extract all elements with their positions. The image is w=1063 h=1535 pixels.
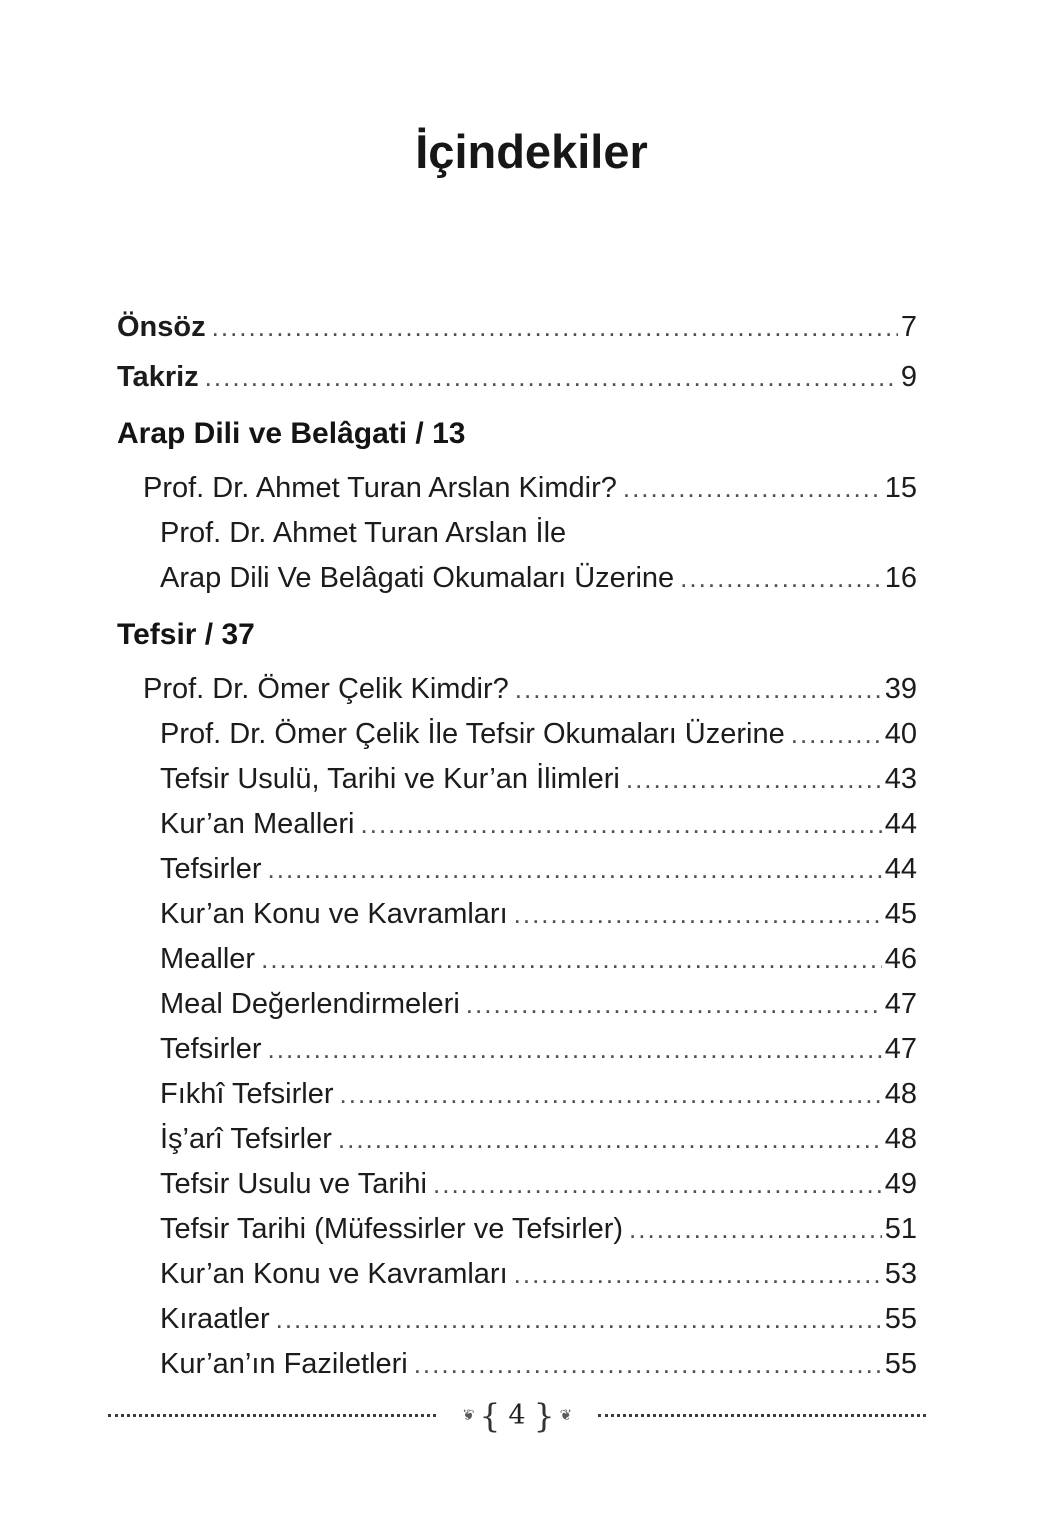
toc-entry-page-number: 9: [900, 361, 917, 393]
toc-entry-label: Tefsirler: [160, 853, 262, 885]
dot-leader: [623, 466, 882, 511]
dot-leader: [338, 1117, 882, 1162]
toc-entry-label: Fıkhî Tefsirler: [160, 1078, 334, 1110]
toc-entry: [117, 1027, 917, 1072]
toc-entry-label: Arap Dili Ve Belâgati Okumaları Üzerine: [160, 562, 675, 594]
toc-entry-label: Önsöz: [117, 311, 206, 343]
toc-entry-page-number: 16: [884, 562, 917, 594]
toc-entry-page-number: 51: [884, 1213, 917, 1245]
toc-entry-label: Prof. Dr. Ömer Çelik İle Tefsir Okumaları Üzerine: [160, 718, 785, 750]
dot-leader: [261, 937, 882, 982]
toc-entry-page-number: 39: [884, 673, 917, 705]
toc-entry-label: Tefsir / 37: [117, 618, 255, 651]
dot-leader: [680, 556, 882, 601]
toc-entry-label: Tefsirler: [160, 1033, 262, 1065]
toc-entry: [117, 1297, 917, 1342]
toc-entry: [117, 712, 917, 757]
toc-entry: [117, 982, 917, 1027]
dot-leader: [212, 305, 898, 350]
dot-leader: [466, 982, 882, 1027]
dot-leader: [626, 757, 882, 802]
dot-leader: [268, 847, 882, 892]
footer-dotted-line-left: [108, 1414, 436, 1417]
toc-entry-label: Prof. Dr. Ahmet Turan Arslan Kimdir?: [143, 472, 617, 504]
dot-leader: [514, 892, 882, 937]
toc-entry-page-number: 44: [884, 853, 917, 885]
toc-entry: [117, 847, 917, 892]
toc-entry-label: İş’arî Tefsirler: [160, 1123, 332, 1155]
toc-entry-label: Kur’an Konu ve Kavramları: [160, 898, 508, 930]
page-title: İçindekiler: [415, 125, 648, 178]
dot-leader: [205, 355, 898, 400]
dot-leader: [433, 1162, 882, 1207]
toc-entry-label: Meal Değerlendirmeleri: [160, 988, 460, 1020]
toc-entry-page-number: 40: [884, 718, 917, 750]
toc-section-heading: [117, 411, 917, 456]
toc-entry-label: Prof. Dr. Ömer Çelik Kimdir?: [143, 673, 509, 705]
toc-entry-page-number: 47: [884, 988, 917, 1020]
toc-entry-label: Tefsir Tarihi (Müfessirler ve Tefsirler): [160, 1213, 624, 1245]
dot-leader: [791, 712, 882, 757]
toc-entry-page-number: 48: [884, 1123, 917, 1155]
toc-entry-page-number: 15: [884, 472, 917, 504]
toc-entry: [117, 667, 917, 712]
dot-leader: [340, 1072, 882, 1117]
dot-leader: [515, 667, 882, 712]
toc-entry-label: Tefsir Usulü, Tarihi ve Kur’an İlimleri: [160, 763, 620, 795]
toc-entry-page-number: 47: [884, 1033, 917, 1065]
toc-entry: [117, 355, 917, 400]
toc-entry: [117, 556, 917, 601]
toc-entry-page-number: 43: [884, 763, 917, 795]
toc-entry-page-number: 44: [884, 808, 917, 840]
toc-entry-label: Prof. Dr. Ahmet Turan Arslan İle: [160, 517, 567, 549]
footer-brace-left: {: [479, 1395, 501, 1435]
toc-entry: [117, 892, 917, 937]
toc-entry-page-number: 53: [884, 1258, 917, 1290]
toc-entry: [117, 1252, 917, 1297]
toc-entry-page-number: 7: [900, 311, 917, 343]
page-footer: [108, 1393, 926, 1437]
dot-leader: [629, 1207, 882, 1252]
toc-entry-page-number: 45: [884, 898, 917, 930]
toc-entry-label: Kur’an Mealleri: [160, 808, 355, 840]
toc-entry-page-number: 48: [884, 1078, 917, 1110]
toc-entry-label: Kur’an’ın Faziletleri: [160, 1348, 408, 1380]
toc-entry-page-number: 46: [884, 943, 917, 975]
toc-entry: [117, 466, 917, 511]
toc-entry: [117, 1342, 917, 1387]
fleuron-icon: ❦: [559, 1405, 573, 1424]
toc-entry: [117, 937, 917, 982]
toc-entry-page-number: 55: [884, 1303, 917, 1335]
toc-entry-page-number: 49: [884, 1168, 917, 1200]
footer-dotted-line-right: [598, 1414, 926, 1417]
footer-brace-right: }: [533, 1395, 555, 1435]
toc-entry-label: Tefsir Usulu ve Tarihi: [160, 1168, 428, 1200]
toc-list: [0, 305, 1063, 1387]
toc-entry: [117, 757, 917, 802]
toc-entry-label: Mealler: [160, 943, 256, 975]
dot-leader: [361, 802, 882, 847]
toc-entry-label: Kur’an Konu ve Kavramları: [160, 1258, 508, 1290]
fleuron-icon: ❦: [461, 1405, 475, 1424]
toc-entry-page-number: 55: [884, 1348, 917, 1380]
toc-entry: [117, 1072, 917, 1117]
toc-section-heading: [117, 612, 917, 657]
toc-entry-label: Kıraatler: [160, 1303, 270, 1335]
toc-entry: [117, 1117, 917, 1162]
dot-leader: [276, 1297, 882, 1342]
toc-entry: [117, 305, 917, 350]
toc-entry: [117, 1207, 917, 1252]
footer-page-number: 4: [508, 1399, 526, 1431]
toc-entry-label: Arap Dili ve Belâgati / 13: [117, 417, 466, 450]
dot-leader: [268, 1027, 882, 1072]
dot-leader: [514, 1252, 882, 1297]
toc-entry: [117, 511, 917, 556]
toc-entry-label: Takriz: [117, 361, 199, 393]
toc-entry: [117, 1162, 917, 1207]
footer-page-ornament: [461, 1395, 573, 1435]
dot-leader: [414, 1342, 882, 1387]
toc-entry: [117, 802, 917, 847]
